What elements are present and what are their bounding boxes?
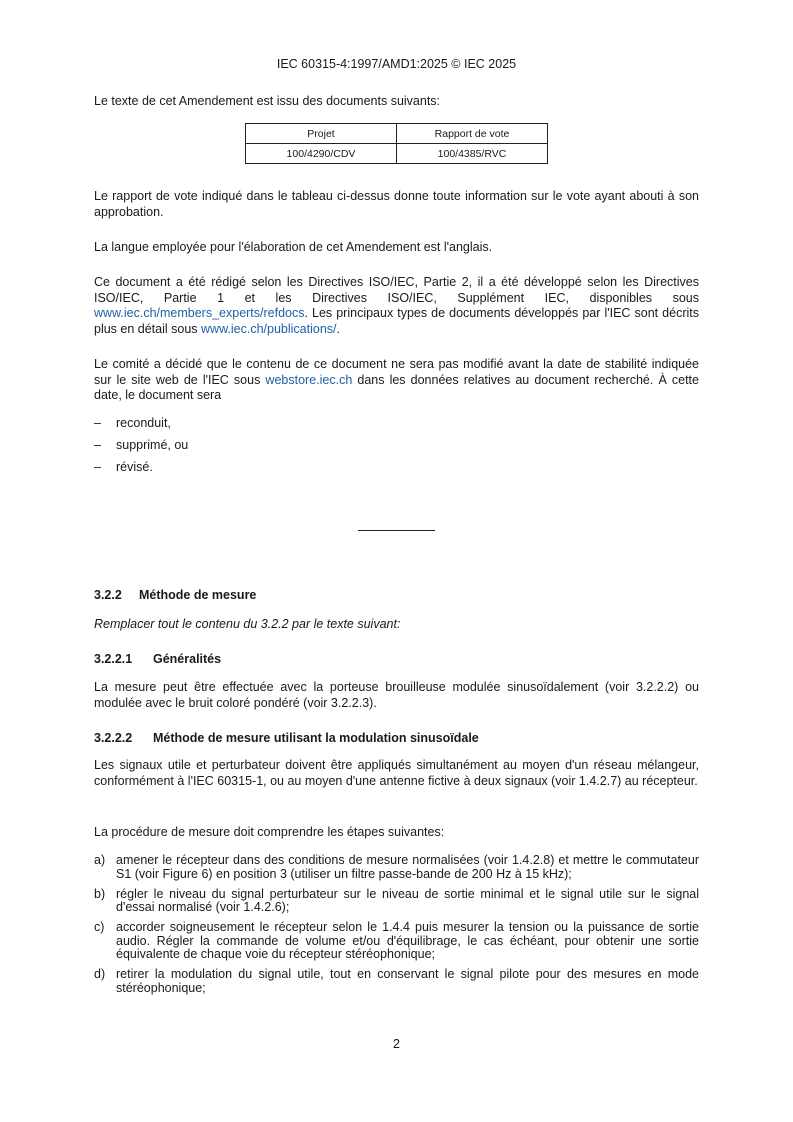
page-header: IEC 60315-4:1997/AMD1:2025 © IEC 2025 — [276, 57, 517, 71]
signals-paragraph: Les signaux utile et perturbateur doivent être appliqués simultanément au moyen d'un réseau mélangeur, conformément à l'IEC 60315-1, ou au moyen d'une antenne fictive à deux signaux (voir 1.4.2.7) au récepteur. — [94, 758, 699, 788]
committee-text: dans les données relatives au document recherché. À cette date, le document sera — [94, 372, 699, 402]
general-paragraph: La mesure peut être effectuée avec la porteuse brouilleuse modulée sinusoïdalement (voir 3.2.2.2) ou modulée avec le bruit coloré pondéré (voir 3.2.2.3). — [94, 680, 699, 710]
section-title: Généralités — [153, 652, 222, 666]
list-item — [94, 921, 699, 962]
directives-text: Ce document a été rédigé selon les Directives ISO/IEC, Partie 2, il a été développé selon les Directives ISO/IEC, Partie 1 et les Directives ISO/IEC, Supplément IEC, disponibles sous — [94, 275, 699, 305]
list-marker: – — [94, 460, 101, 474]
section-number: 3.2.2.2 — [94, 731, 133, 745]
intro-block — [94, 94, 699, 110]
list-item-text: reconduit, — [116, 416, 171, 430]
page-number: 2 — [393, 1037, 400, 1051]
amendment-instruction: Remplacer tout le contenu du 3.2.2 par le texte suivant: — [94, 617, 401, 631]
directives-paragraph — [94, 275, 699, 337]
list-item-text: retirer la modulation du signal utile, tout en conservant le signal pilote pour des mesures en mode stéréophonique; — [116, 967, 699, 995]
table-cell: 100/4290/CDV — [246, 144, 397, 164]
vote-paragraph: Le rapport de vote indiqué dans le tableau ci-dessus donne toute information sur le vote ayant abouti à son approbation. — [94, 189, 699, 219]
list-item — [94, 416, 699, 432]
list-marker: – — [94, 416, 101, 430]
list-item — [94, 438, 699, 454]
table-row — [246, 144, 548, 164]
table-header-cell: Projet — [246, 124, 397, 144]
list-item — [94, 460, 699, 476]
section-divider — [358, 530, 435, 531]
signals-paragraph-block — [94, 758, 699, 789]
table-header-cell: Rapport de vote — [397, 124, 548, 144]
section-number: 3.2.2 — [94, 588, 122, 602]
list-marker: a) — [94, 853, 106, 867]
intro-text: Le texte de cet Amendement est issu des documents suivants: — [94, 94, 441, 108]
section-heading — [94, 731, 699, 746]
webstore-link[interactable]: webstore.iec.ch — [265, 372, 353, 387]
publications-link[interactable]: www.iec.ch/publications/ — [201, 321, 337, 336]
list-marker: b) — [94, 886, 106, 901]
procedure-steps-list — [94, 854, 699, 995]
list-marker: – — [94, 438, 101, 452]
section-3221-heading-block — [94, 652, 699, 667]
section-title: Méthode de mesure utilisant la modulation sinusoïdale — [153, 731, 479, 745]
list-item-text: amener le récepteur dans des conditions de mesure normalisées (voir 1.4.2.8) et mettre le commutateur S1 (voir Figure 6) en position 3 (utiliser un filtre passe-bande de 200 Hz à 15 kHz); — [116, 853, 699, 881]
vote-paragraph-block — [94, 189, 699, 220]
committee-paragraph-block — [94, 357, 699, 404]
list-item — [94, 854, 699, 881]
directives-paragraph-block — [94, 275, 699, 337]
section-title: Méthode de mesure — [139, 588, 257, 602]
list-item-text: supprimé, ou — [116, 438, 189, 452]
stability-options-block — [94, 416, 699, 482]
table-header-row — [246, 124, 548, 144]
section-322-heading-block — [94, 588, 699, 603]
stability-options-list — [94, 416, 699, 476]
directives-text: . — [336, 321, 340, 336]
list-item-text: révisé. — [116, 460, 153, 474]
list-item-text: accorder soigneusement le récepteur selon le 1.4.4 puis mesurer la tension ou la puissance de sortie audio. Régler la commande de volume et/ou d'équilibrage, le cas échéant, pour obtenir une sortie équivalente de chaque voie du récepteur stéréophonique; — [116, 920, 699, 961]
list-marker: c) — [94, 920, 105, 934]
committee-text: Le comité a décidé que le contenu de ce document ne sera pas modifié avant la date de stabilité indiquée sur le site web de l'IEC sous — [94, 357, 699, 387]
language-paragraph: La langue employée pour l'élaboration de cet Amendement est l'anglais. — [94, 240, 493, 254]
refdocs-link[interactable]: www.iec.ch/members_experts/refdocs — [94, 306, 305, 320]
table-cell: 100/4385/RVC — [397, 144, 548, 164]
general-paragraph-block — [94, 680, 699, 711]
instruction-block — [94, 617, 699, 633]
section-3222-heading-block — [94, 731, 699, 746]
procedure-steps-block — [94, 854, 699, 1002]
language-paragraph-block — [94, 240, 699, 256]
list-item — [94, 888, 699, 915]
list-item — [94, 968, 699, 995]
list-marker: d) — [94, 967, 106, 981]
directives-text: . Les principaux types de documents développés par l'IEC sont décrits plus en détail sous — [94, 306, 699, 336]
list-item-text: régler le niveau du signal perturbateur sur le niveau de sortie minimal et le signal utile sur le signal d'essai normalisé (voir 1.4.2.6); — [116, 886, 699, 914]
procedure-paragraph-block — [94, 825, 699, 841]
section-heading — [94, 652, 699, 667]
committee-paragraph — [94, 357, 699, 404]
procedure-paragraph: La procédure de mesure doit comprendre les étapes suivantes: — [94, 825, 445, 839]
section-number: 3.2.2.1 — [94, 652, 133, 666]
vote-table — [245, 123, 548, 164]
section-heading — [94, 588, 699, 603]
